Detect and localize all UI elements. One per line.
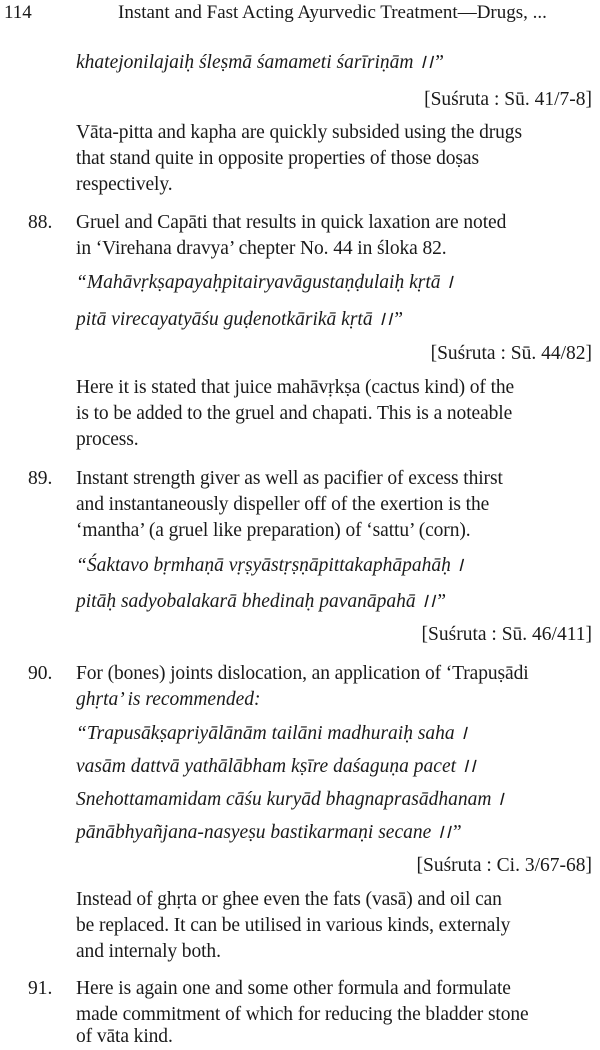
item-number: 90. (28, 663, 53, 684)
item-line: of vāta kind. (76, 1026, 173, 1047)
page-header (0, 2, 600, 30)
paragraph-line: process. (76, 429, 139, 450)
item-number: 89. (28, 468, 53, 489)
reference: [Suśruta : Sū. 41/7-8] (424, 89, 592, 110)
verse-line: “Trapusākṣapriyālānām tailāni madhuraiḥ saha । (76, 723, 467, 744)
item-line: and instantaneously dispeller off of the exertion is the (76, 494, 490, 515)
paragraph-line: respectively. (76, 174, 173, 195)
verse-line: khatejonilajaiḥ śleṣmā śamameti śarīriṇām ।।” (76, 52, 444, 73)
verse-line: pitāḥ sadyobalakarā bhedinaḥ pavanāpahā ।।” (76, 591, 447, 612)
item-line: ‘mantha’ (a gruel like preparation) of ‘sattu’ (corn). (76, 520, 471, 541)
item-number: 91. (28, 978, 53, 999)
item-line: in ‘Virehana dravya’ chepter No. 44 in śloka 82. (76, 238, 447, 259)
reference: [Suśruta : Ci. 3/67-68] (416, 855, 592, 876)
verse-line: “Śaktavo bṛmhaṇā vṛṣyāstṛṣṇāpittakaphāpahāḥ । (76, 555, 464, 576)
page-number: 114 (4, 2, 32, 23)
verse-line: pānābhyañjana-nasyeṣu bastikarmaṇi secane ।।” (76, 822, 462, 843)
reference: [Suśruta : Sū. 44/82] (430, 343, 592, 364)
paragraph-line: that stand quite in opposite properties of those doṣas (76, 148, 479, 169)
item-line: For (bones) joints dislocation, an application of ‘Trapuṣādi (76, 663, 529, 684)
item-line: Gruel and Capāti that results in quick laxation are noted (76, 212, 507, 233)
paragraph-line: is to be added to the gruel and chapati. This is a noteable (76, 403, 513, 424)
paragraph-line: Here it is stated that juice mahāvṛkṣa (cactus kind) of the (76, 377, 515, 398)
reference: [Suśruta : Sū. 46/411] (421, 624, 592, 645)
item-number: 88. (28, 212, 53, 233)
verse-line: “Mahāvṛkṣapayaḥpitairyavāgustaṇḍulaiḥ kṛtā । (76, 272, 453, 293)
verse-line: pitā virecayatyāśu guḍenotkārikā kṛtā ।।” (76, 309, 404, 330)
paragraph-line: and internaly both. (76, 941, 221, 962)
verse-line: vasām dattvā yathālābham kṣīre daśaguṇa pacet ।। (76, 756, 476, 777)
verse-line: Snehottamamidam cāśu kuryād bhagnaprasādhanam । (76, 789, 504, 810)
paragraph-line: Instead of ghṛta or ghee even the fats (vasā) and oil can (76, 889, 502, 910)
item-line: ghṛta’ is recommended: (76, 689, 261, 710)
item-line: made commitment of which for reducing the bladder stone (76, 1004, 529, 1025)
item-line: Here is again one and some other formula and formulate (76, 978, 511, 999)
running-title: Instant and Fast Acting Ayurvedic Treatment—Drugs, ... (118, 2, 547, 23)
paragraph-line: Vāta-pitta and kapha are quickly subsided using the drugs (76, 122, 522, 143)
paragraph-line: be replaced. It can be utilised in various kinds, externaly (76, 915, 511, 936)
item-line: Instant strength giver as well as pacifier of excess thirst (76, 468, 503, 489)
